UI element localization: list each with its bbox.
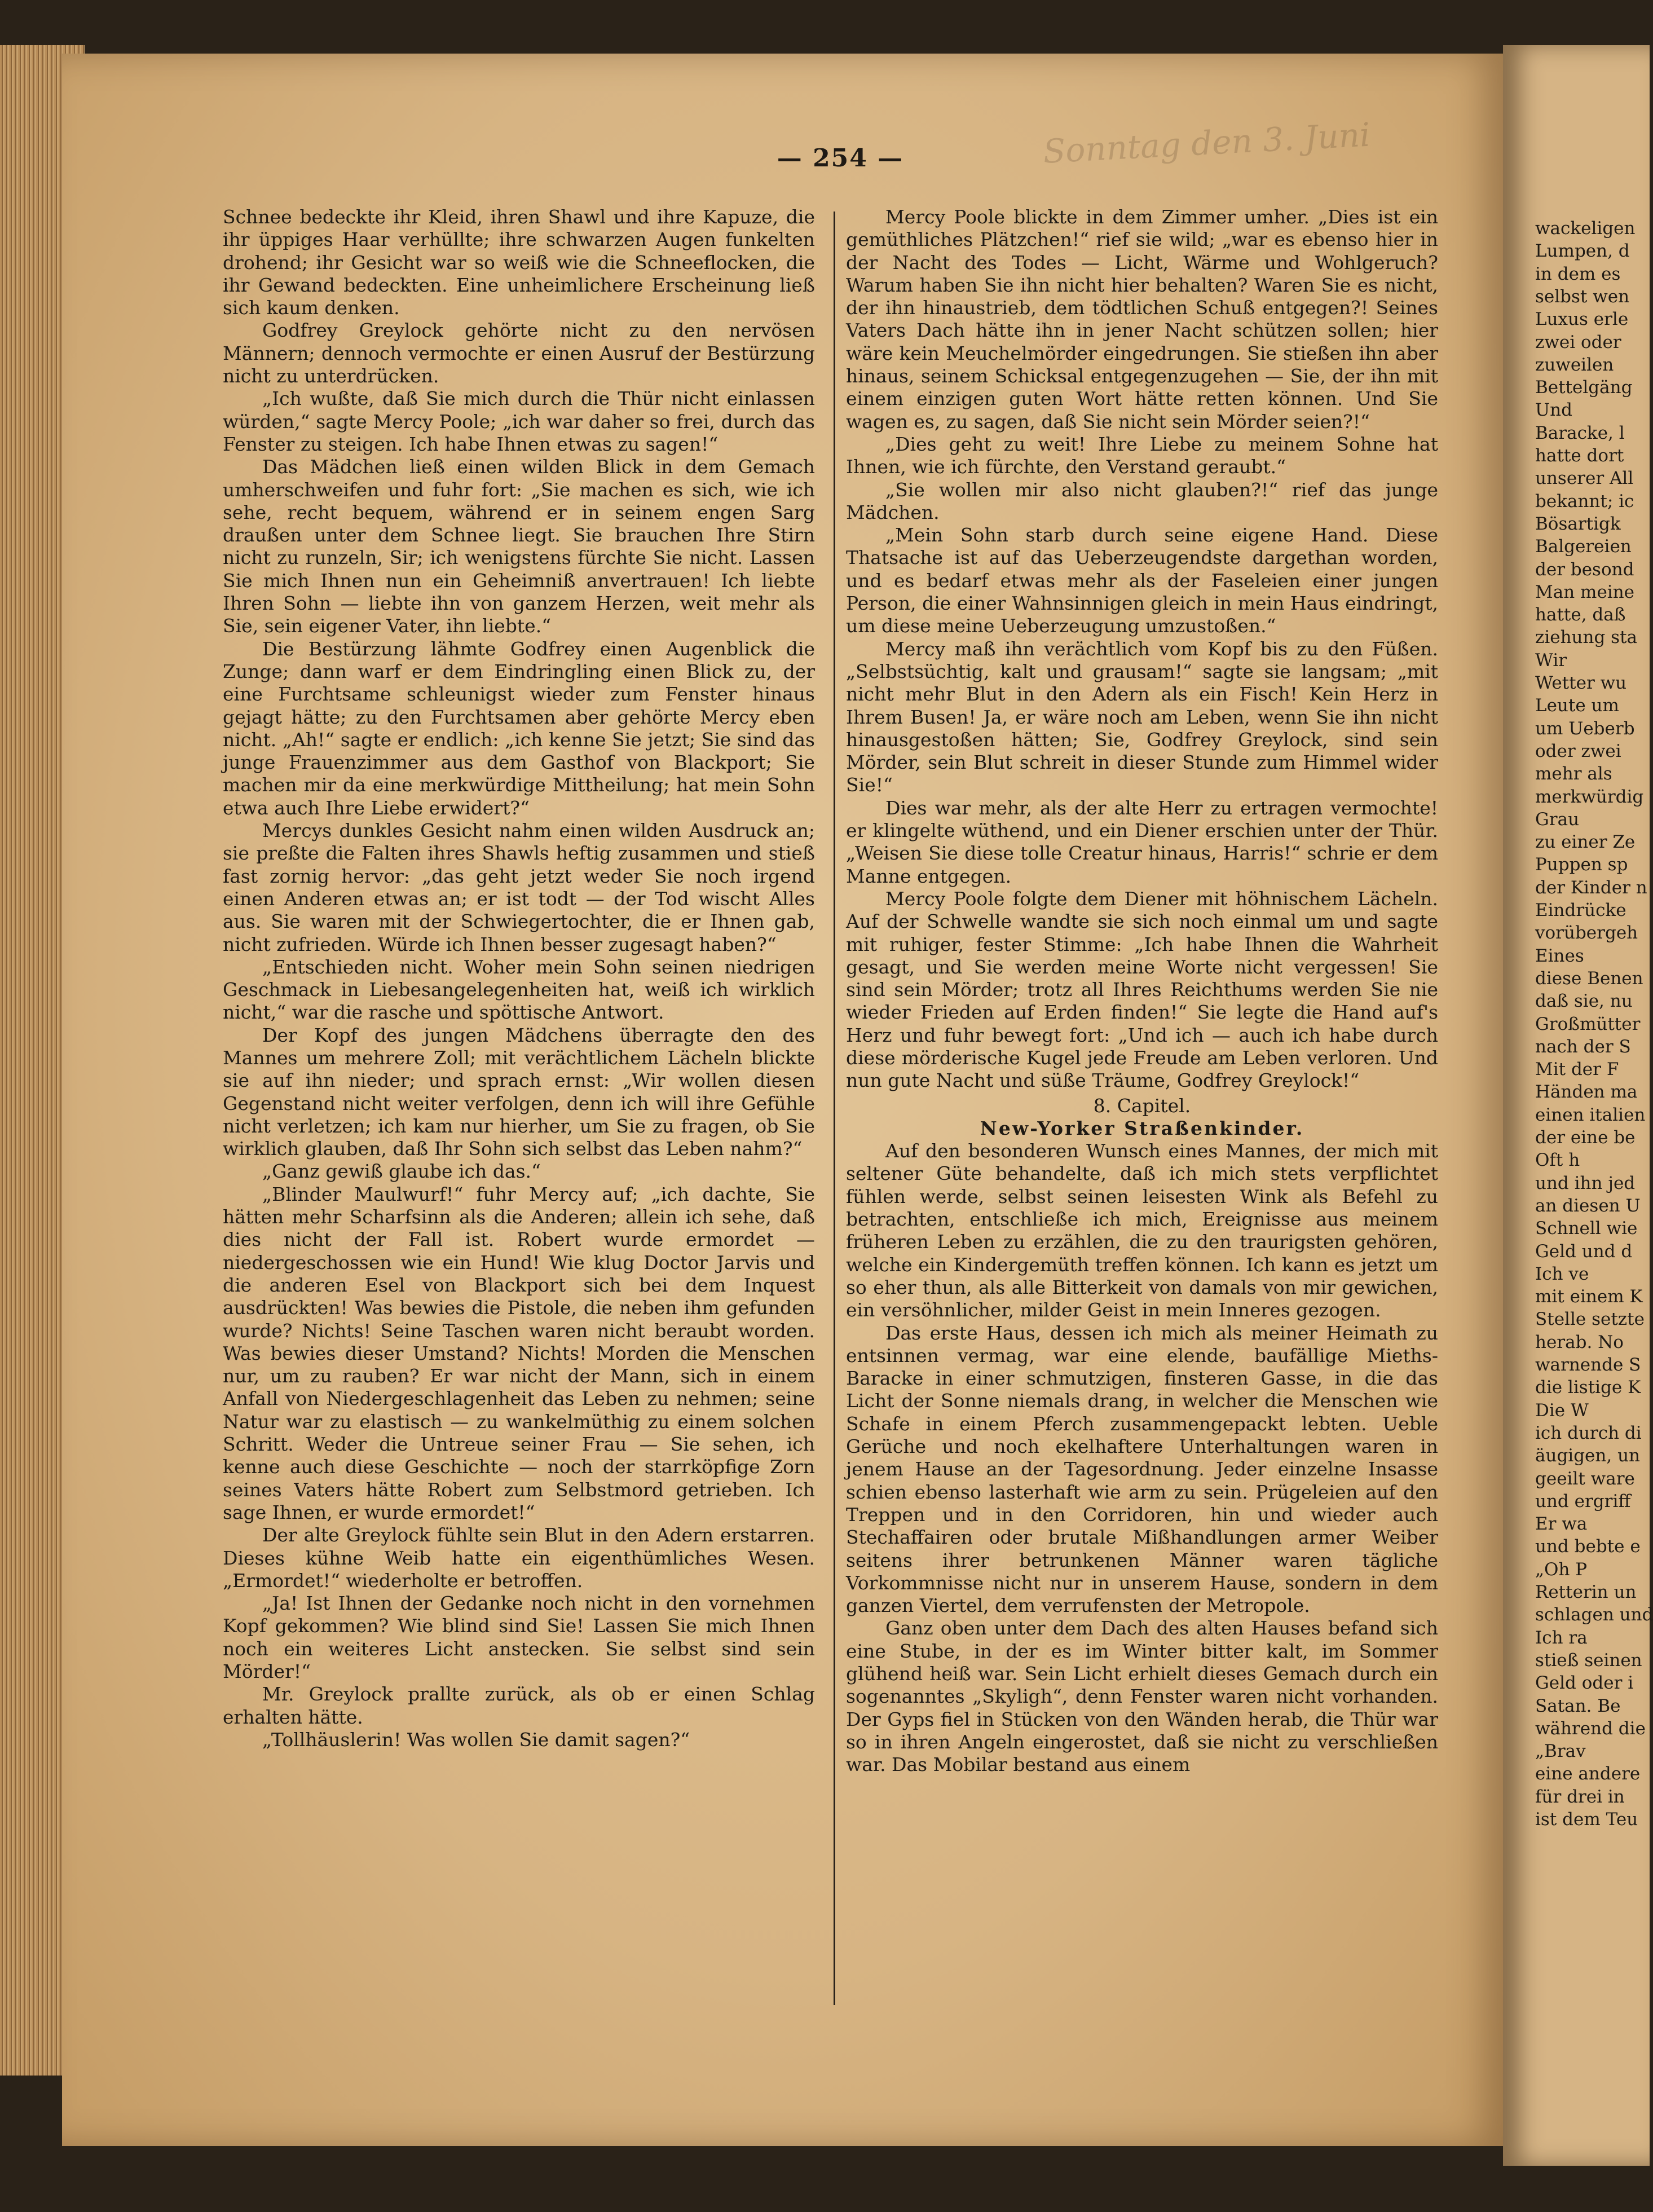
adjacent-page-line: Bettelgäng (1535, 377, 1633, 398)
adjacent-page-line: „Brav (1535, 1741, 1586, 1762)
adjacent-page-line: um Ueberb (1535, 718, 1635, 739)
adjacent-page-line: eine andere (1535, 1764, 1641, 1784)
paragraph: Mr. Greylock prallte zurück, als ob er einen Schlag erhalten hätte. (223, 1683, 815, 1728)
paragraph: „Mein Sohn starb durch seine eigene Hand. Diese Thatsache ist auf das Ueberzeugendste dargethan worden, und es bedarf etwas mehr als der Faseleien einer jungen Person, die einer Wahnsinnigen gleich in mein Haus eindringt, um diese meine Ueberzeugung umzustoßen.“ (846, 524, 1438, 637)
adjacent-page-line: und bebte e (1535, 1536, 1641, 1557)
adjacent-page-line: Und (1535, 400, 1572, 421)
adjacent-page-line: bekannt; ic (1535, 491, 1634, 512)
chapter-title: New-Yorker Straßenkinder. (980, 1117, 1304, 1139)
adjacent-page-line: Wir (1535, 650, 1567, 671)
paragraph: Der Kopf des jungen Mädchens überragte den des Mannes um mehrere Zoll; mit verächtlichem Lächeln blickte sie auf ihn nieder; und sprach ernst: „Wir wollen diesen Gegenstand nicht weiter verfolgen, denn ich will ihre Gefühle nicht verletzen; ich kam nur hierher, um Sie zu fragen, ob Sie wirklich glauben, daß Ihr Sohn sich selbst das Leben nahm?“ (223, 1024, 815, 1160)
paragraph: „Ja! Ist Ihnen der Gedanke noch nicht in den vornehmen Kopf gekommen? Wie blind sind Sie! Lassen Sie mich Ihnen noch ein weiteres Licht anstecken. Sie selbst sind sein Mörder!“ (223, 1592, 815, 1682)
paragraph: Das erste Haus, dessen ich mich als meiner Heimath zu entsinnen vermag, war eine elende, baufällige Mieths-Baracke in einer schmutzigen, finsteren Gasse, in die das Licht der Sonne niemals drang, in welcher die Menschen wie Schafe in einem Pferch zusammengepackt lebten. Ueble Gerüche und noch ekelhaftere Unterhaltungen waren in jenem Hause an der Tagesordnung. Jeder einzelne Insasse schien ebenso lasterhaft wie arm zu sein. Prügeleien auf den Treppen und in den Corridoren, hin und wieder auch Stechaffairen oder brutale Mißhandlungen armer Weiber seitens ihrer betrunkenen Männer waren tägliche Vorkommnisse nicht nur in unserem Hause, sondern in dem ganzen Viertel, dem verrufensten der Metropole. (846, 1321, 1438, 1617)
adjacent-page-line: Lumpen, d (1535, 241, 1630, 262)
adjacent-page-line: mit einem K (1535, 1286, 1643, 1307)
adjacent-page-line: herab. No (1535, 1332, 1624, 1352)
paragraph: Mercy Poole folgte dem Diener mit höhnischem Lächeln. Auf der Schwelle wandte sie sich noch einmal um und sagte mit ruhiger, fester Stimme: „Ich habe Ihnen die Wahrheit gesagt, und Sie werden meine Worte nicht vergessen! Sie sind sein Mörder; trotz all Ihres Reichthums werden Sie nie wieder Frieden auf Erden finden!“ Sie legte die Hand auf's Herz und fuhr bewegt fort: „Und ich — auch ich habe durch diese mörderische Kugel jede Freude am Leben verloren. Und nun gute Nacht und süße Träume, Godfrey Greylock!“ (846, 887, 1438, 1092)
adjacent-page-line: Schnell wie (1535, 1218, 1638, 1239)
adjacent-page-line: nach der S (1535, 1036, 1631, 1057)
adjacent-page-line: Großmütter (1535, 1014, 1641, 1034)
adjacent-page-line: Baracke, l (1535, 422, 1625, 443)
paragraph: Dies war mehr, als der alte Herr zu ertragen vermochte! er klingelte wüthend, und ein Diener erschien unter der Thür. „Weisen Sie diese tolle Creatur hinaus, Harris!“ schrie er dem Manne entgegen. (846, 796, 1438, 887)
adjacent-page-line: Satan. Be (1535, 1695, 1621, 1716)
adjacent-page-line: Geld und d (1535, 1241, 1633, 1262)
adjacent-page-line: in dem es (1535, 263, 1621, 284)
adjacent-page-line: Puppen sp (1535, 854, 1628, 875)
adjacent-page-line: Balgereien (1535, 536, 1632, 557)
adjacent-page-line: Mit der F (1535, 1059, 1619, 1080)
adjacent-page-line: Die W (1535, 1400, 1589, 1421)
adjacent-page-line: und ihn jed (1535, 1173, 1636, 1193)
bleed-through-text: Sonntag den 3. Juni (1042, 115, 1372, 171)
paragraph: Mercys dunkles Gesicht nahm einen wilden Ausdruck an; sie preßte die Falten ihres Shawls heftig zusammen und stieß fast zornig hervor: „das geht jetzt weder Sie noch irgend einen Anderen etwas an; er ist todt — der Tod wischt Alles aus. Sie waren mit der Schwiegertochter, die er Ihnen gab, nicht zufrieden. Würde ich Ihnen besser zugesagt haben?“ (223, 819, 815, 955)
adjacent-page-line: Leute um (1535, 695, 1619, 716)
text-column-left (223, 206, 815, 2039)
adjacent-page-line: Er wa (1535, 1514, 1588, 1535)
column-divider (834, 211, 835, 2005)
adjacent-page-line: Händen ma (1535, 1082, 1638, 1103)
adjacent-page-line: diese Benen (1535, 968, 1643, 989)
adjacent-page-line: „Oh P (1535, 1559, 1588, 1580)
adjacent-page-line: zwei oder (1535, 332, 1621, 352)
adjacent-page-line: stieß seinen (1535, 1650, 1642, 1671)
adjacent-page-line: Ich ve (1535, 1263, 1589, 1284)
paragraph: „Dies geht zu weit! Ihre Liebe zu meinem Sohne hat Ihnen, wie ich fürchte, den Verstand geraubt.“ (846, 433, 1438, 478)
adjacent-page-line: die listige K (1535, 1377, 1641, 1398)
paragraph: Die Bestürzung lähmte Godfrey einen Augenblick die Zunge; dann warf er dem Eindringling einen Blick zu, der eine Furchtsame schleunigst wieder zum Fenster hinaus gejagt hätte; zu den Furchtsamen aber gehörte Mercy eben nicht. „Ah!“ sagte er endlich: „ich kenne Sie jetzt; Sie sind das junge Frauenzimmer aus dem Gasthof von Blackport; Sie machen mir da eine merkwürdige Mittheilung; hat mein Sohn etwa auch Ihre Liebe erwidert?“ (223, 637, 815, 819)
adjacent-page-line: Ich ra (1535, 1627, 1588, 1648)
adjacent-page-line: und ergriff (1535, 1491, 1631, 1512)
paragraph: „Ich wußte, daß Sie mich durch die Thür nicht einlassen würden,“ sagte Mercy Poole; „ich war daher so frei, durch das Fenster zu steigen. Ich habe Ihnen etwas zu sagen!“ (223, 387, 815, 455)
adjacent-page-line: Geld oder i (1535, 1673, 1634, 1694)
adjacent-page-line: wackeligen (1535, 218, 1636, 239)
paragraph: „Blinder Maulwurf!“ fuhr Mercy auf; „ich dachte, Sie hätten mehr Scharfsinn als die Anderen; allein ich sehe, daß dies nicht der Fall ist. Robert wurde ermordet — niedergeschossen wie ein Hund! Wie klug Doctor Jarvis und die anderen Esel von Blackport sich bei dem Inquest ausdrückten! Was bewies die Pistole, die neben ihm gefunden wurde? Nichts! Seine Taschen waren nicht beraubt worden. Was bewies dieser Umstand? Nichts! Morden die Menschen nur, um zu rauben? Er war nicht der Mann, sich in einem Anfall von Niedergeschlagenheit das Leben zu nehmen; seine Natur war zu elastisch — zu wankelmüthig zu einem solchen Schritt. Weder die Untreue seiner Frau — Sie sehen, ich kenne auch diese Geschichte — noch der starrköpfige Zorn seines Vaters hätte Robert zum Selbstmord getrieben. Ich sage Ihnen, er wurde ermordet!“ (223, 1183, 815, 1523)
paragraph: Godfrey Greylock gehörte nicht zu den nervösen Männern; dennoch vermochte er einen Ausruf der Bestürzung nicht zu unterdrücken. (223, 319, 815, 387)
adjacent-page-line: äugigen, un (1535, 1446, 1640, 1466)
adjacent-page-line: warnende S (1535, 1355, 1641, 1375)
paragraph: Mercy maß ihn verächtlich vom Kopf bis zu den Füßen. „Selbstsüchtig, kalt und grausam!“ sagte sie langsam; „mit nicht mehr Blut in den Adern als ein Fisch! Kein Herz in Ihrem Busen! Ja, er wäre noch am Leben, wenn Sie ihn nicht hinausgestoßen hätten; Sie, Godfrey Greylock, sind sein Mörder, sein Blut schreit in dieser Stunde zum Himmel wider Sie!“ (846, 637, 1438, 796)
adjacent-page-line: Eines (1535, 945, 1584, 966)
adjacent-page-line: zuweilen (1535, 354, 1614, 375)
text-column-right (846, 206, 1438, 2039)
adjacent-page-line: vorübergeh (1535, 923, 1638, 944)
adjacent-page-line: Stelle setzte (1535, 1309, 1645, 1330)
adjacent-page-line: einen italien (1535, 1104, 1646, 1125)
adjacent-page-line: ich durch di (1535, 1422, 1642, 1443)
paragraph: Ganz oben unter dem Dach des alten Hauses befand sich eine Stube, in der es im Winter bitter kalt, im Sommer glühend heiß war. Sein Licht erhielt dieses Gemach durch ein sogenanntes „Skyligh“, denn Fenster waren nicht vorhanden. Der Gyps fiel in Stücken von den Wänden herab, die Thür war so in ihren Angeln eingerostet, daß sie nicht zu verschließen war. Das Mobilar bestand aus einem (846, 1617, 1438, 1776)
adjacent-page-line: hatte dort (1535, 446, 1624, 466)
page-number: — 254 — (777, 144, 904, 173)
chapter-number: 8. Capitel. (1093, 1094, 1191, 1117)
adjacent-page-line: geeilt ware (1535, 1468, 1635, 1489)
paragraph: „Ganz gewiß glaube ich das.“ (262, 1160, 541, 1183)
adjacent-page-line: Luxus erle (1535, 309, 1629, 330)
adjacent-page-line: der Kinder n (1535, 877, 1647, 898)
adjacent-page-line: hatte, daß (1535, 605, 1626, 625)
paragraph: Der alte Greylock fühlte sein Blut in den Adern erstarren. Dieses kühne Weib hatte ein eigenthümliches Wesen. „Ermordet!“ wiederholte er betroffen. (223, 1524, 815, 1592)
adjacent-page-line: schlagen und (1535, 1605, 1653, 1625)
adjacent-page-line: für drei in (1535, 1786, 1625, 1807)
adjacent-page-line: oder zwei (1535, 741, 1621, 761)
adjacent-page-line: der besond (1535, 559, 1634, 580)
adjacent-page-line: Wetter wu (1535, 673, 1627, 693)
paragraph: „Sie wollen mir also nicht glauben?!“ rief das junge Mädchen. (846, 478, 1438, 523)
adjacent-page-line: ist dem Teu (1535, 1809, 1638, 1830)
paragraph: „Entschieden nicht. Woher mein Sohn seinen niedrigen Geschmack in Liebesangelegenheiten hat, weiß ich wirklich nicht,“ war die rasche und spöttische Antwort. (223, 955, 815, 1024)
adjacent-page-line: ziehung sta (1535, 627, 1638, 648)
adjacent-page-line: an diesen U (1535, 1195, 1641, 1216)
paragraph: Auf den besonderen Wunsch eines Mannes, der mich mit seltener Güte behandelte, daß ich mich stets verpflichtet fühlen werde, selbst seinen leisesten Wink als Befehl zu betrachten, entschließe ich mich, Ereignisse aus meinem früheren Leben zu erzählen, die zu den traurigsten gehören, welche ein Kindergemüth treffen können. Ich kann es jetzt um so eher thun, als alle Bitterkeit von damals von mir gewichen, ein versöhnlicher, milder Geist in mein Inneres gezogen. (846, 1140, 1438, 1321)
adjacent-page-line: daß sie, nu (1535, 991, 1633, 1012)
paragraph: „Tollhäuslerin! Was wollen Sie damit sagen?“ (262, 1728, 690, 1751)
paragraph: Das Mädchen ließ einen wilden Blick in dem Gemach umherschweifen und fuhr fort: „Sie machen es sich, wie ich sehe, recht bequem, während er in seinem engen Sarg draußen unter dem Schnee liegt. Sie brauchen Ihre Stirn nicht zu runzeln, Sir; ich wenigstens fürchte Sie nicht. Lassen Sie mich Ihnen nun ein Geheimniß anvertrauen! Ich liebte Ihren Sohn — liebte ihn von ganzem Herzen, weit mehr als Sie, sein eigener Vater, ihn liebte.“ (223, 456, 815, 637)
adjacent-page-line: unserer All (1535, 468, 1634, 489)
adjacent-page-line: Bösartigk (1535, 513, 1621, 534)
adjacent-page-line: Oft h (1535, 1150, 1580, 1171)
adjacent-page-line: Grau (1535, 809, 1580, 830)
adjacent-page-line: Man meine (1535, 581, 1635, 602)
adjacent-page-line: während die (1535, 1718, 1646, 1739)
adjacent-page-line: der eine be (1535, 1127, 1636, 1148)
adjacent-page-line: mehr als (1535, 764, 1612, 785)
paragraph: Schnee bedeckte ihr Kleid, ihren Shawl und ihre Kapuze, die ihr üppiges Haar verhüllte; ihre schwarzen Augen funkelten drohend; ihr Gesicht war so weiß wie die Schneeflocken, die ihr Gewand bedeckten. Eine unheimlichere Erscheinung ließ sich kaum denken. (223, 206, 815, 319)
adjacent-page-line: Retterin un (1535, 1582, 1637, 1602)
adjacent-page-line: selbst wen (1535, 286, 1630, 307)
paragraph: Mercy Poole blickte in dem Zimmer umher. „Dies ist ein gemüthliches Plätzchen!“ rief sie wild; „war es ebenso hier in der Nacht des Todes — Licht, Wärme und Wohlgeruch? Warum haben Sie ihn nicht hier behalten? Waren Sie es nicht, der ihn hinaustrieb, dem tödtlichen Schuß entgegen?! Seines Vaters Dach hätte ihn in jener Nacht schützen sollen; hier wäre kein Meuchelmörder eingedrungen. Sie stießen ihn aber hinaus, seinem Schicksal entgegenzugehen — Sie, der ihn mit einem einzigen guten Wort hätte retten können. Und Sie wagen es, zu sagen, daß Sie nicht sein Mörder seien?!“ (846, 206, 1438, 433)
adjacent-page-line: merkwürdig (1535, 786, 1644, 807)
adjacent-page-line: Eindrücke (1535, 900, 1626, 920)
adjacent-page-line: zu einer Ze (1535, 832, 1636, 853)
